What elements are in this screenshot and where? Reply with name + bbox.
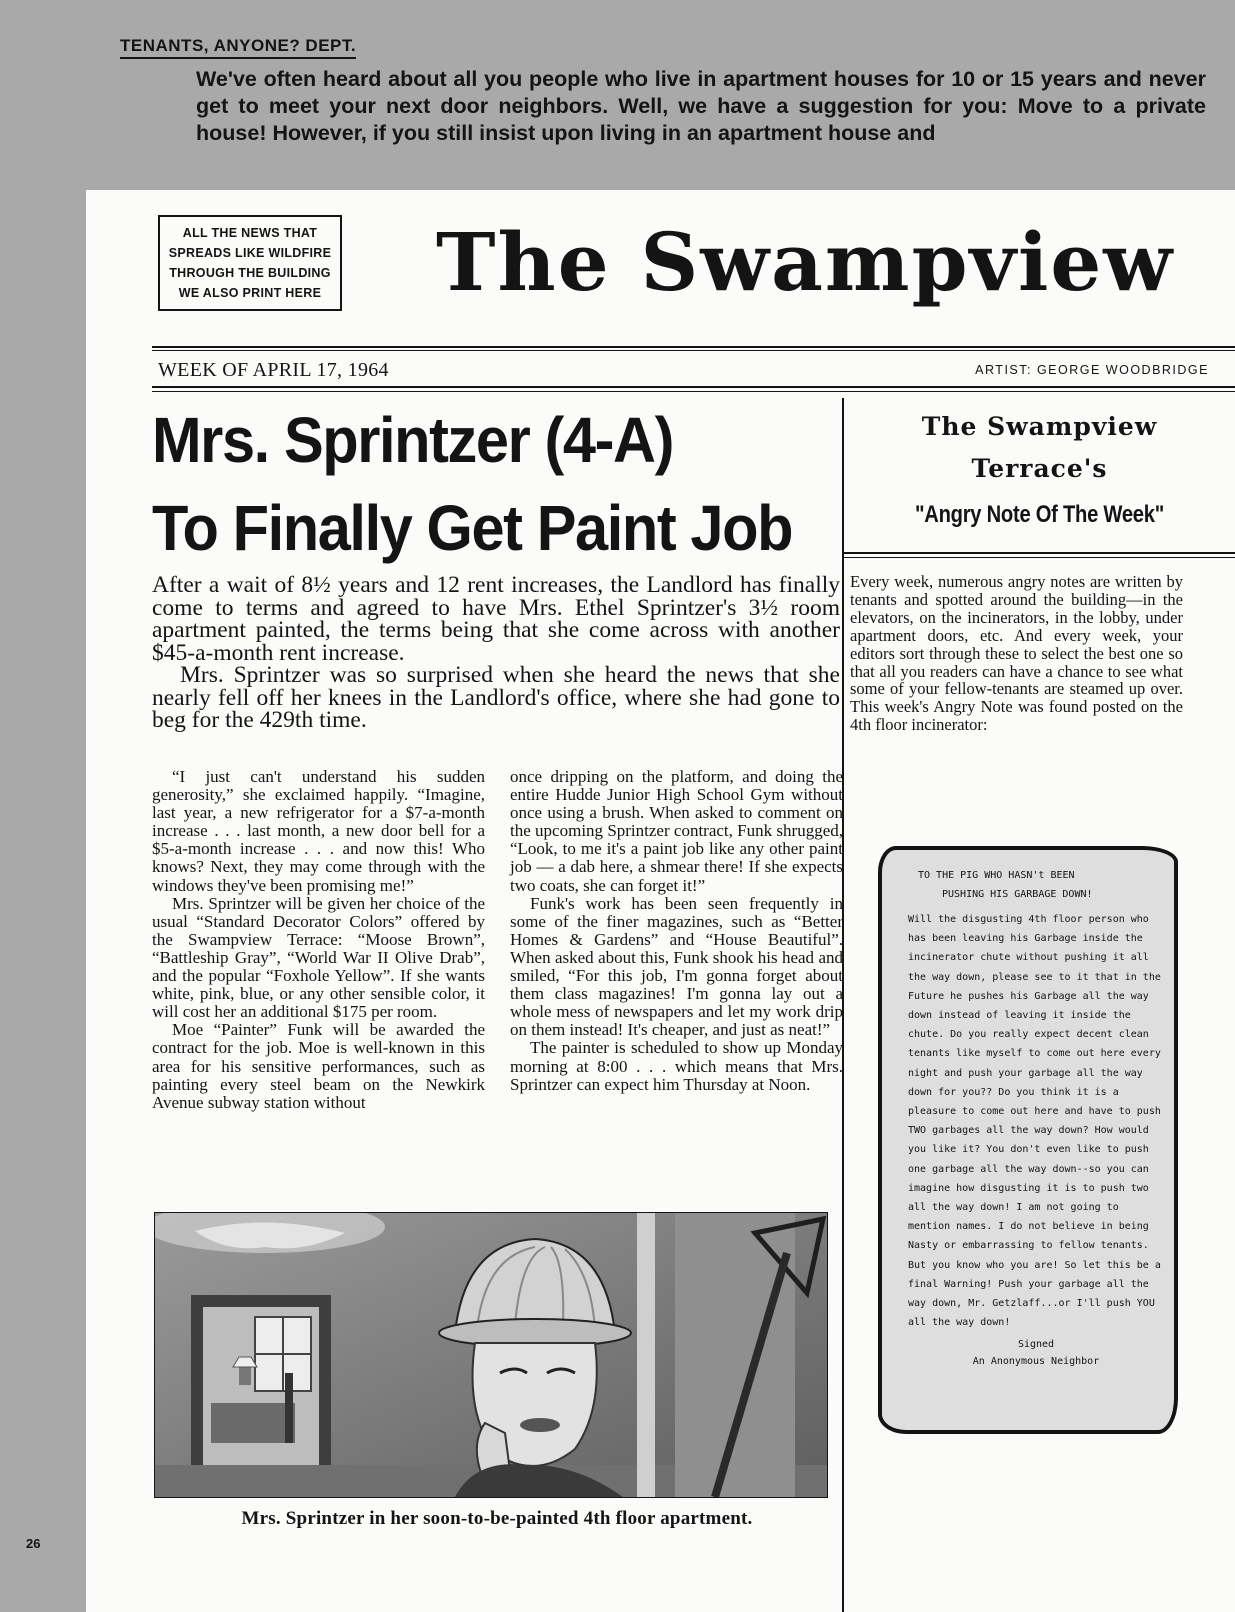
masthead: The Swampview	[436, 215, 1175, 309]
note-signed: Signed	[1017, 1339, 1055, 1351]
paragraph: Moe “Painter” Funk will be awarded the contract for the job. Moe is well-known in this area for his sensitive performances, such as painting every steel beam on the Newkirk Avenue subway station without	[152, 1020, 485, 1112]
headline	[152, 396, 794, 572]
paragraph: “I just can't understand his sudden generosity,” she exclaimed happily. “Imagine, last year, a new refrigerator for a $7-a-month increase . . . last month, a new door bell for a $5-a-month increase . . . and now this! Who knows? Next, they may come through with the windows they've been promising me!”	[152, 767, 485, 895]
dateline: WEEK OF APRIL 17, 1964	[158, 359, 389, 381]
paragraph: The painter is scheduled to show up Monday morning at 8:00 . . . which means that Mrs. Sprintzer can expect him Thursday at Noon.	[510, 1038, 843, 1094]
sidebar-subtitle: "Angry Note Of The Week"	[914, 501, 1165, 528]
rule	[152, 346, 1235, 348]
paragraph: Funk's work has been seen frequently in some of the finer magazines, such as “Better Homes & Gardens” and “House Beautiful”. When asked about this, Funk shook his head and smiled, “For this job, I'm gonna forget about them class magazines! I'm gonna lay out a whole mess of newspapers and let my work drip on them instead! It's cheaper, and just as neat!”	[510, 893, 843, 1040]
artist-credit: ARTIST: GEORGE WOODBRIDGE	[975, 363, 1209, 377]
sidebar-title-line: The Swampview	[921, 412, 1158, 441]
illustration-drawing	[155, 1213, 827, 1497]
ear-line: SPREADS LIKE WILDFIRE	[168, 246, 332, 260]
rule	[844, 557, 1235, 558]
note-body: Will the disgusting 4th floor person who has been leaving his Garbage inside the incinerator chute without pushing it all the way down, please see to it that in the Future he pushes his Garbage all the way down instead of leaving it inside the chute. Do you really expect decent clean tenants like myself to come out here every night and push your garbage all the way down for you?? Do you think it is a pleasure to come out here and have to push TWO garbages all the way down? How would you like it? You don't even like to push one garbage all the way down--so you can imagine how disgusting it is to push two all the way down! I am not going to mention names. I do not believe in being Nasty or embarrassing to fellow tenants. But you know who you are! So let this be a final Warning! Push your garbage all the way down, Mr. Getzlaff...or I'll push YOU all the way down!	[908, 914, 1161, 1329]
note-heading-line: TO THE PIG WHO HASN't BEEN	[918, 870, 1075, 881]
page-number: 26	[26, 1536, 41, 1551]
sidebar-title-line: Terrace's	[971, 454, 1108, 483]
newspaper-clipping	[86, 190, 1235, 1612]
note-heading-line: PUSHING HIS GARBAGE DOWN!	[942, 889, 1093, 900]
lead-paragraph: After a wait of 8½ years and 12 rent increases, the Landlord has finally come to terms and agreed to have Mrs. Ethel Sprintzer's 3½ room apartment painted, the terms being that she come across with another $45-a-month rent increase.	[152, 572, 840, 666]
angry-note	[878, 846, 1178, 1434]
note-signature	[908, 1336, 1164, 1370]
sidebar-body: Every week, numerous angry notes are written by tenants and spotted around the building—in the elevators, on the incinerators, in the lobby, under apartment doors, etc. And every week, your editors sort through these to select the best one so that all you readers can have a chance to see what some of your fellow-tenants are steamed up over. This week's Angry Note was found posted on the 4th floor incinerator:	[850, 572, 1183, 735]
headline-line: To Finally Get Paint Job	[152, 492, 793, 564]
illustration	[154, 1212, 828, 1498]
illustration-caption: Mrs. Sprintzer in her soon-to-be-painted 4th floor apartment.	[241, 1508, 753, 1529]
article-column-1	[152, 768, 485, 1112]
note-signer: An Anonymous Neighbor	[972, 1356, 1100, 1368]
article-column-2	[510, 768, 843, 1094]
rule	[152, 350, 1235, 351]
ear-line: THROUGH THE BUILDING	[169, 266, 331, 280]
sidebar-title	[844, 406, 1235, 536]
paragraph: Mrs. Sprintzer will be given her choice of the usual “Standard Decorator Colors” offered by the Swampview Terrace: “Moose Brown”, “Battleship Gray”, “World War II Olive Drab”, and the popular “Foxhole Yellow”. If she wants white, pink, blue, or any other sensible color, it will cost her an additional $175 per room.	[152, 893, 485, 1022]
note-heading	[918, 866, 1164, 904]
rule	[844, 552, 1235, 554]
headline-line: Mrs. Sprintzer (4-A)	[152, 404, 674, 476]
department-label: TENANTS, ANYONE? DEPT.	[120, 36, 356, 59]
paragraph: once dripping on the platform, and doing the entire Hudde Junior High School Gym without once using a brush. When asked to comment on the upcoming Sprintzer contract, Funk shrugged, “Look, to me it's a paint job like any other paint job — a dab here, a shmear there! If she expects two coats, she can forget it!”	[510, 767, 843, 895]
ear-line: ALL THE NEWS THAT	[182, 226, 318, 240]
ear-box	[158, 215, 342, 311]
ear-line: WE ALSO PRINT HERE	[178, 286, 322, 300]
lead-paragraph: Mrs. Sprintzer was so surprised when she heard the news that she nearly fell off her knees in the Landlord's office, where she had gone to beg for the 429th time.	[152, 662, 840, 733]
intro-text: We've often heard about all you people who live in apartment houses for 10 or 15 years and never get to meet your next door neighbors. Well, we have a suggestion for you: Move to a private house! However, if you still insist upon living in an apartment house and	[196, 67, 1206, 145]
rule	[152, 386, 1235, 388]
lead-paragraphs	[152, 574, 840, 732]
rule	[152, 391, 1235, 392]
